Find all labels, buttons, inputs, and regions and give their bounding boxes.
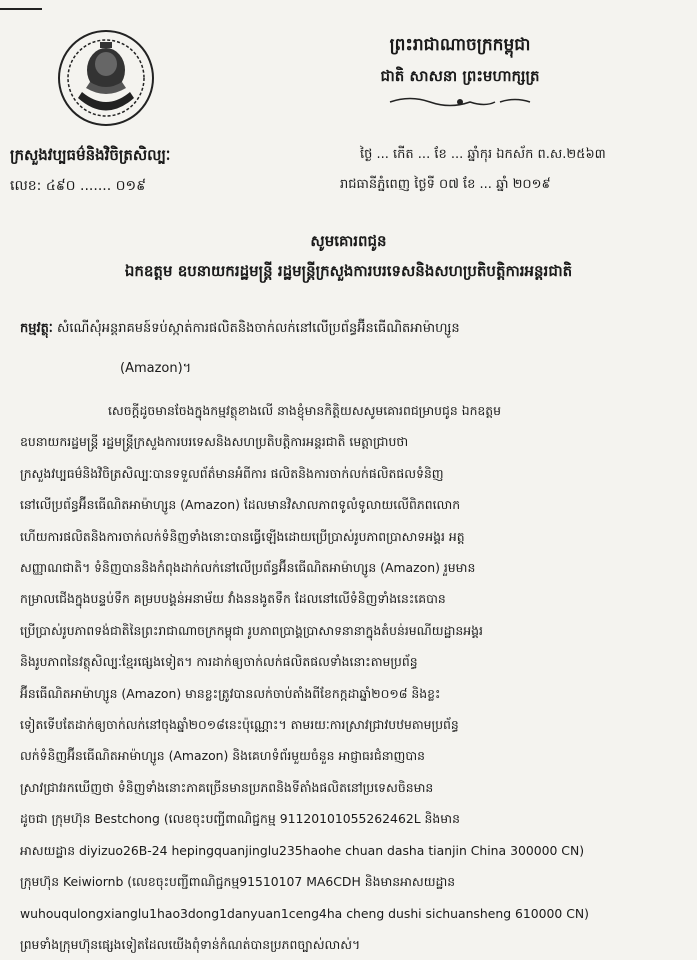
body-line: ក្រុមហ៊ុន Keiwiornb (លេខចុះបញ្ជីពាណិជ្ជកម្ម91510107 MA6CDH និងមានអាសយដ្ឋាន — [20, 874, 456, 890]
ministry-seal-icon — [56, 28, 156, 128]
body-line: ទៀតទើបតែដាក់ឲ្យចាក់លក់នៅចុងឆ្នាំ២០១៨នេះប៉ុណ្ណោះ។ តាមរយៈការស្រាវជ្រាវបឋមតាមប្រព័ន្ធ — [20, 717, 459, 733]
national-motto: ជាតិ សាសនា ព្រះមហាក្សត្រ — [380, 67, 540, 85]
edge-mark — [0, 8, 42, 10]
lunar-date: ថ្ងៃ ... កើត ... ខែ ... ឆ្នាំកុរ ឯកស័ក ព.ស.២៥៦៣ — [360, 147, 606, 162]
letter-body — [20, 395, 682, 960]
ministry-name: ក្រសួងវប្បធម៌និងវិចិត្រសិល្បៈ — [10, 146, 171, 164]
body-line: លក់ទំនិញអ៊ីនធើណិតអាម៉ាហ្សូន (Amazon) និងគេហទំព័រមួយចំនួន អាជ្ញាធរជំនាញបាន — [20, 748, 425, 764]
reference-number: លេខ: ៤៩០ ....... ០១៩ — [10, 178, 147, 194]
subject-text: សំណើសុំអន្តរាគមន៍ទប់ស្កាត់ការផលិតនិងចាក់លក់នៅលើប្រព័ន្ធអ៊ីនធើណិតអាម៉ាហ្សូន — [57, 321, 460, 336]
body-line: អាសយដ្ឋាន diyizuo26B-24 hepingquanjinglu235haohe chuan dasha tianjin China 300000 CN) — [20, 842, 585, 858]
subject-label: កម្មវត្ថុៈ — [20, 321, 53, 336]
body-line: ប្រើប្រាស់រូបភាពទង់ជាតិនៃព្រះរាជាណាចក្រកម្ពុជា រូបភាពប្រាង្គប្រាសាទនានាក្នុងតំបន់រមណីយដ្ឋានអង្គរ — [20, 622, 483, 638]
body-line: នៅលើប្រព័ន្ធអ៊ីនធើណិតអាម៉ាហ្សូន (Amazon) ដែលមានវិសាលភាពទូលំទូលាយលើពិភពលោក — [20, 497, 461, 513]
salutation: សូមគោរពជូន — [310, 232, 387, 250]
kingdom-title: ព្រះរាជាណាចក្រកម្ពុជា — [389, 35, 531, 55]
body-line: ព្រមទាំងក្រុមហ៊ុនផ្សេងទៀតដែលយើងពុំទាន់កំណត់បានប្រភពច្បាស់លាស់។ — [20, 936, 361, 952]
body-line: ក្រសួងវប្បធម៌និងវិចិត្រសិល្បៈបានទទួលព័ត៌មានអំពីការ ផលិតនិងការចាក់លក់ផលិតផលទំនិញ — [20, 465, 444, 481]
body-line: សញ្ញាណជាតិ។ ទំនិញបាននិងកំពុងដាក់លក់នៅលើប្រព័ន្ធអ៊ីនធើណិតអាម៉ាហ្សូន (Amazon) រួមមាន — [20, 560, 476, 576]
body-line: សេចក្តីដូចមានចែងក្នុងកម្មវត្ថុខាងលើ នាងខ្ញុំមានកិត្តិយសសូមគោរពជម្រាបជូន ឯកឧត្តម — [108, 403, 502, 418]
subject-line — [20, 320, 680, 339]
body-line: ឧបនាយករដ្ឋមន្ត្រី រដ្ឋមន្ត្រីក្រសួងការបរទេសនិងសហប្រតិបត្តិការអន្តរជាតិ មេត្តាជ្រាបថា — [20, 434, 409, 450]
body-line: ដូចជា ក្រុមហ៊ុន Bestchong (លេខចុះបញ្ជីពាណិជ្ជកម្ម 91120101055262462L និងមាន — [20, 811, 460, 827]
subject-text-continuation: (Amazon)។ — [120, 361, 192, 376]
recipient: ឯកឧត្តម ឧបនាយករដ្ឋមន្ត្រី រដ្ឋមន្ត្រីក្រសួងការបរទេសនិងសហប្រតិបត្តិការអន្តរជាតិ — [124, 262, 573, 280]
body-line: ហើយការផលិតនិងការចាក់លក់ទំនិញទាំងនោះបានធ្វើឡើងដោយប្រើប្រាស់រូបភាពប្រាសាទអង្គរ អត្ត — [20, 528, 465, 544]
body-line: ស្រាវជ្រាវរកឃើញថា ទំនិញទាំងនោះភាគច្រើនមានប្រភពនិងទីតាំងផលិតនៅប្រទេសចិនមាន — [20, 779, 434, 795]
body-line: កម្រាលជើងក្នុងបន្ទប់ទឹក គម្របបង្គន់អនាម័យ វាំងននងូតទឹក ដែលនៅលើទំនិញទាំងនេះគេបាន — [20, 591, 446, 607]
motto-flourish-icon — [385, 95, 535, 109]
body-line: អ៊ីនធើណិតអាម៉ាហ្សូន (Amazon) មានខ្លះត្រូវបានលក់ចាប់តាំងពីខែកក្កដាឆ្នាំ២០១៨ និងខ្លះ — [20, 685, 441, 701]
body-line: និងរូបភាពនៃវត្ថុសិល្បៈខ្មែរផ្សេងទៀត។ ការដាក់ឲ្យចាក់លក់ផលិតផលទាំងនោះតាមប្រព័ន្ធ — [20, 654, 418, 670]
solar-date: រាជធានីភ្នំពេញ ថ្ងៃទី ០៧ ខែ ... ឆ្នាំ ២០១៩ — [340, 177, 551, 192]
body-line: wuhouqulongxianglu1hao3dong1danyuan1ceng4ha cheng dushi sichuansheng 610000 CN) — [20, 905, 590, 921]
